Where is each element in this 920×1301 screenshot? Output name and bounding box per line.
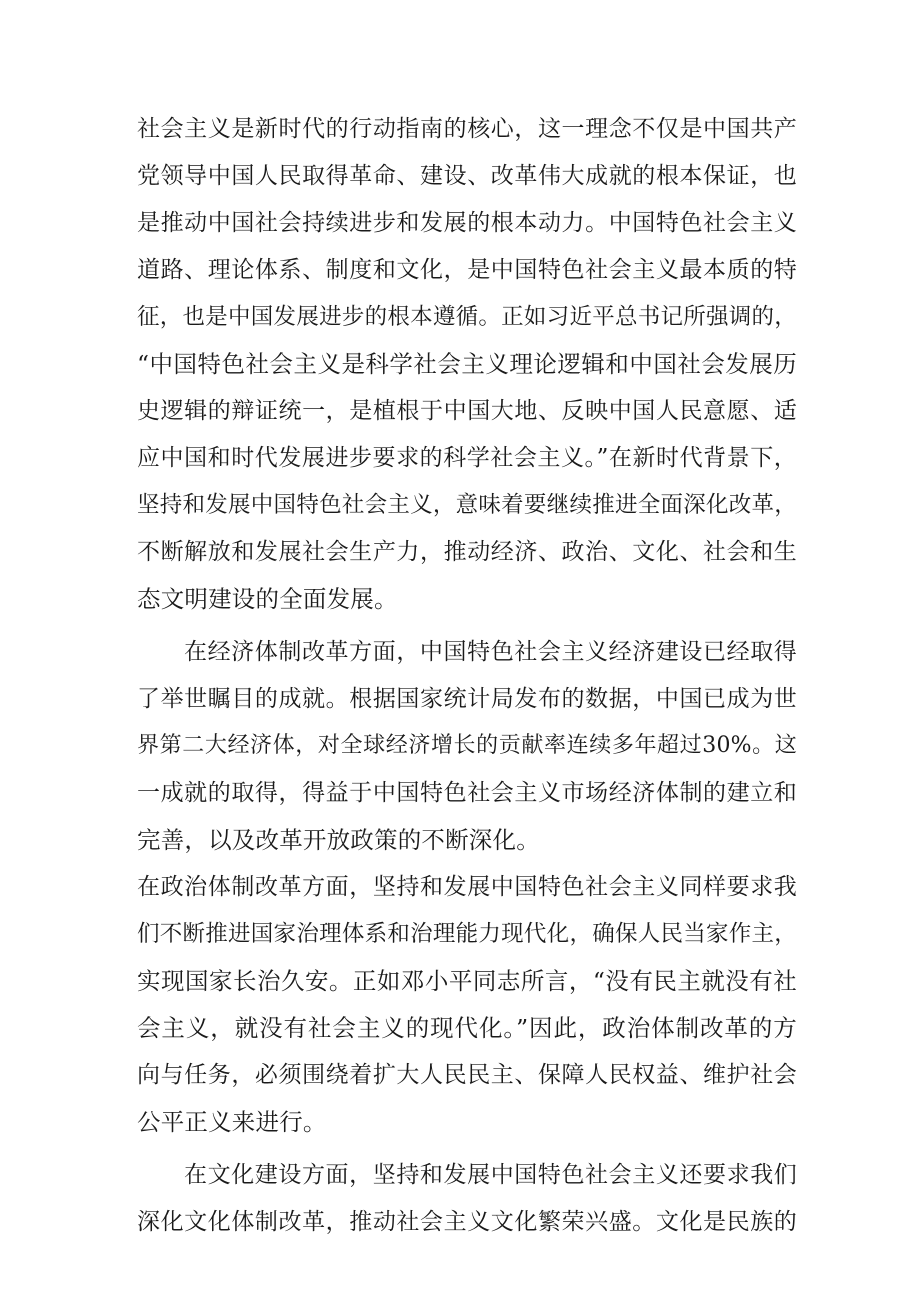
text-line: 社会主义是新时代的行动指南的核心，这一理念不仅是中国共产 — [137, 116, 797, 142]
text-line: 态文明建设的全面发展。 — [137, 585, 398, 613]
text-line: 征，也是中国发展进步的根本遵循。正如习近平总书记所强调的， — [137, 304, 797, 330]
text-line: 史逻辑的辩证统一，是植根于中国大地、反映中国人民意愿、适 — [137, 398, 797, 424]
text-line: 是推动中国社会持续进步和发展的根本动力。中国特色社会主义 — [137, 210, 797, 236]
text-line: 道路、理论体系、制度和文化，是中国特色社会主义最本质的特 — [137, 257, 797, 283]
text-line: 不断解放和发展社会生产力，推动经济、政治、文化、社会和生 — [137, 539, 797, 565]
text-line: 实现国家长治久安。正如邓小平同志所言，“没有民主就没有社 — [137, 967, 797, 995]
text-line: 坚持和发展中国特色社会主义，意味着要继续推进全面深化改革， — [137, 492, 797, 518]
text-line: 在经济体制改革方面，中国特色社会主义经济建设已经取得 — [184, 639, 797, 665]
text-line: 深化文化体制改革，推动社会主义文化繁荣兴盛。文化是民族的 — [137, 1209, 797, 1235]
text-line: 界第二大经济体，对全球经济增长的贡献率连续多年超过30%。这 — [137, 733, 797, 758]
text-line: 公平正义来进行。 — [137, 1108, 327, 1136]
text-line: 完善，以及改革开放政策的不断深化。 — [137, 826, 540, 854]
text-line: “中国特色社会主义是科学社会主义理论逻辑和中国社会发展历 — [137, 350, 797, 378]
text-line: 在文化建设方面，坚持和发展中国特色社会主义还要求我们 — [184, 1162, 797, 1188]
text-line: 应中国和时代发展进步要求的科学社会主义。”在新时代背景下， — [137, 445, 797, 471]
text-line: 一成就的取得，得益于中国特色社会主义市场经济体制的建立和 — [137, 780, 797, 806]
text-line: 了举世瞩目的成就。根据国家统计局发布的数据，中国已成为世 — [137, 686, 797, 712]
text-line: 们不断推进国家治理体系和治理能力现代化，确保人民当家作主， — [137, 921, 797, 947]
text-line: 党领导中国人民取得革命、建设、改革伟大成就的根本保证，也 — [137, 163, 797, 189]
text-line: 在政治体制改革方面，坚持和发展中国特色社会主义同样要求我 — [137, 874, 797, 900]
text-line: 会主义，就没有社会主义的现代化。”因此，政治体制改革的方 — [137, 1014, 797, 1042]
text-line: 向与任务，必须围绕着扩大人民民主、保障人民权益、维护社会 — [137, 1062, 797, 1088]
